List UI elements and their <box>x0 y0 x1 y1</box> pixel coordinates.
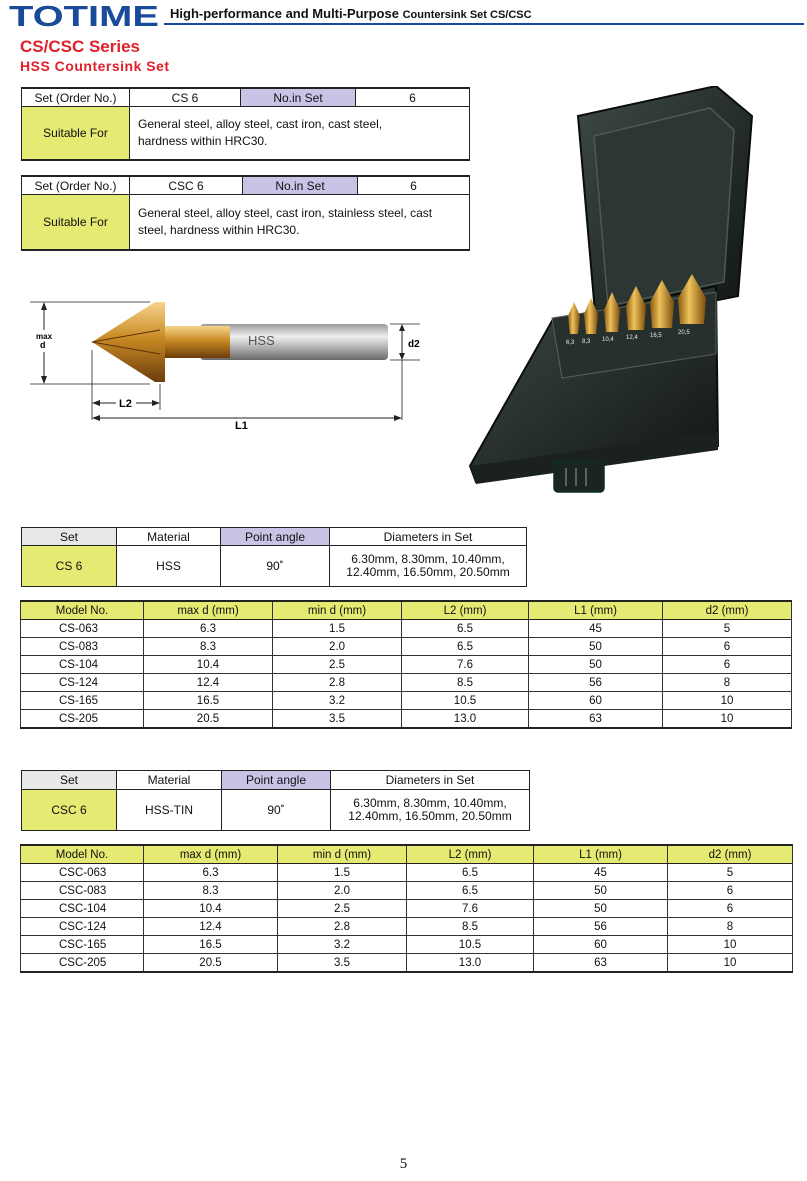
suitable-line-1: General steel, alloy steel, cast iron, stainless steel, cast <box>138 206 433 220</box>
table-cell: 63 <box>534 954 668 973</box>
suitable-line-2: hardness within HRC30. <box>138 134 268 148</box>
no-in-set-value: 6 <box>358 176 470 195</box>
table-cell: 50 <box>534 900 668 918</box>
table-cell: 3.2 <box>278 936 407 954</box>
table-row <box>21 656 792 674</box>
diameters-line-2: 12.40mm, 16.50mm, 20.50mm <box>348 809 512 823</box>
spec-header-point-angle: Point angle <box>222 771 331 790</box>
table-cell: 8.5 <box>402 674 529 692</box>
spec-header-diameters: Diameters in Set <box>330 528 527 546</box>
spec-header-point-angle: Point angle <box>221 528 330 546</box>
set-order-value: CSC 6 <box>130 176 243 195</box>
table-cell: 10 <box>668 936 793 954</box>
spec-set-value: CS 6 <box>22 546 117 587</box>
bit-1-shape <box>568 302 580 334</box>
spec-header-diameters: Diameters in Set <box>331 771 530 790</box>
suitable-line-2: steel, hardness within HRC30. <box>138 223 300 237</box>
table-cell: 56 <box>529 674 663 692</box>
table-cell: 5 <box>668 864 793 882</box>
countersink-diagram <box>30 290 420 430</box>
arrow-shape <box>394 415 402 421</box>
table-cell: 8.3 <box>144 882 278 900</box>
table-cell: 13.0 <box>402 710 529 729</box>
table-cell: CS-165 <box>21 692 144 710</box>
neck-shape <box>155 326 230 358</box>
table-cell: 13.0 <box>407 954 534 973</box>
suitable-for-label: Suitable For <box>22 107 130 161</box>
col-header-min-d: min d (mm) <box>278 845 407 864</box>
table-row <box>21 864 793 882</box>
rack-label: 16,5 <box>650 333 662 339</box>
spec-angle-value: 90˚ <box>222 790 331 831</box>
table-cell: CS-104 <box>21 656 144 674</box>
table-cell: 2.8 <box>273 674 402 692</box>
table-cell: 50 <box>529 656 663 674</box>
totime-logo <box>9 2 161 28</box>
table-cell: 6.5 <box>402 638 529 656</box>
table-cell: 5 <box>663 620 792 638</box>
no-in-set-value: 6 <box>356 88 470 107</box>
table-cell: 6.5 <box>407 882 534 900</box>
table-cell: 12.4 <box>144 674 273 692</box>
spec-header-set: Set <box>22 771 117 790</box>
table-cell: 8.5 <box>407 918 534 936</box>
suitable-line-1: General steel, alloy steel, cast iron, cast steel, <box>138 117 383 131</box>
page-header-title <box>170 6 532 21</box>
table-cell: 20.5 <box>144 954 278 973</box>
suitable-for-description <box>130 107 470 161</box>
spec-diameters-value <box>331 790 530 831</box>
table-cell: CSC-063 <box>21 864 144 882</box>
csc-model-table <box>20 844 793 973</box>
csc-model-rows <box>21 864 793 973</box>
table-cell: 3.2 <box>273 692 402 710</box>
set-order-label: Set (Order No.) <box>22 88 130 107</box>
spec-header-material: Material <box>117 528 221 546</box>
l1-label: L1 <box>235 420 248 430</box>
table-cell: CSC-124 <box>21 918 144 936</box>
table-cell: 2.5 <box>278 900 407 918</box>
table-cell: 3.5 <box>273 710 402 729</box>
table-row <box>21 882 793 900</box>
table-cell: CS-205 <box>21 710 144 729</box>
table-row <box>21 620 792 638</box>
table-cell: 10.4 <box>144 900 278 918</box>
table-cell: 50 <box>534 882 668 900</box>
table-cell: 2.0 <box>278 882 407 900</box>
table-cell: 60 <box>534 936 668 954</box>
table-cell: 7.6 <box>407 900 534 918</box>
logo-text: TOTIME <box>9 2 159 28</box>
series-title: CS/CSC Series <box>20 37 140 56</box>
no-in-set-label: No.in Set <box>243 176 358 195</box>
d-label: d <box>40 340 46 350</box>
spec-angle-value: 90˚ <box>221 546 330 587</box>
table-cell: 6.5 <box>407 864 534 882</box>
set-order-label: Set (Order No.) <box>22 176 130 195</box>
col-header-l2: L2 (mm) <box>402 601 529 620</box>
cs-model-table <box>20 600 792 729</box>
col-header-l1: L1 (mm) <box>529 601 663 620</box>
spec-diameters-value <box>330 546 527 587</box>
table-cell: 16.5 <box>144 936 278 954</box>
table-cell: 16.5 <box>144 692 273 710</box>
header-title-small: Countersink Set CS/CSC <box>402 9 532 21</box>
col-header-model: Model No. <box>21 601 144 620</box>
table-cell: 1.5 <box>278 864 407 882</box>
diameters-line-2: 12.40mm, 16.50mm, 20.50mm <box>346 565 510 579</box>
table-cell: CSC-083 <box>21 882 144 900</box>
set-order-value: CS 6 <box>130 88 241 107</box>
table-cell: 6.5 <box>402 620 529 638</box>
lid-panel-shape <box>594 108 734 306</box>
table-row <box>21 638 792 656</box>
table-cell: 10 <box>668 954 793 973</box>
col-header-l1: L1 (mm) <box>534 845 668 864</box>
spec-header-material: Material <box>117 771 222 790</box>
table-cell: 10.5 <box>407 936 534 954</box>
table-cell: 2.0 <box>273 638 402 656</box>
table-cell: 6.3 <box>144 864 278 882</box>
table-row <box>21 710 792 729</box>
spec-material-value: HSS <box>117 546 221 587</box>
table-cell: 56 <box>534 918 668 936</box>
header-title-main: High-performance and Multi-Purpose <box>170 6 399 21</box>
suitable-for-description <box>130 195 470 251</box>
table-cell: 10 <box>663 692 792 710</box>
arrow-shape <box>399 353 405 360</box>
col-header-model: Model No. <box>21 845 144 864</box>
table-cell: CSC-104 <box>21 900 144 918</box>
col-header-l2: L2 (mm) <box>407 845 534 864</box>
d2-label: d2 <box>408 339 420 350</box>
shank-marking: HSS <box>248 333 275 348</box>
rack-label: 8,3 <box>582 339 591 345</box>
countersink-set-box-photo <box>466 86 786 510</box>
table-cell: 8.3 <box>144 638 273 656</box>
box-latch-shape <box>554 462 604 492</box>
table-cell: 6 <box>668 882 793 900</box>
table-cell: 60 <box>529 692 663 710</box>
diameters-line-1: 6.30mm, 8.30mm, 10.40mm, <box>351 552 505 566</box>
csc-spec-table <box>21 770 530 831</box>
rack-label: 6,3 <box>566 340 575 346</box>
suitable-for-label: Suitable For <box>22 195 130 251</box>
table-row <box>21 954 793 973</box>
table-cell: 3.5 <box>278 954 407 973</box>
col-header-max-d: max d (mm) <box>144 845 278 864</box>
no-in-set-label: No.in Set <box>241 88 356 107</box>
page-number: 5 <box>399 1156 408 1172</box>
table-cell: CS-083 <box>21 638 144 656</box>
table-cell: 8 <box>668 918 793 936</box>
table-cell: 10 <box>663 710 792 729</box>
cs-suitability-table <box>21 87 470 161</box>
table-row <box>21 900 793 918</box>
arrow-shape <box>399 324 405 331</box>
table-cell: 10.5 <box>402 692 529 710</box>
table-cell: 2.5 <box>273 656 402 674</box>
table-cell: CSC-165 <box>21 936 144 954</box>
col-header-d2: d2 (mm) <box>663 601 792 620</box>
rack-label: 12,4 <box>626 335 638 341</box>
arrow-shape <box>92 400 100 406</box>
col-header-d2: d2 (mm) <box>668 845 793 864</box>
diameters-line-1: 6.30mm, 8.30mm, 10.40mm, <box>353 796 507 810</box>
table-cell: 6.3 <box>144 620 273 638</box>
table-cell: 2.8 <box>278 918 407 936</box>
table-cell: 6 <box>663 638 792 656</box>
max-label: max <box>36 332 53 341</box>
table-cell: 45 <box>529 620 663 638</box>
cutting-head-shape <box>92 302 165 382</box>
arrow-shape <box>41 376 47 384</box>
l2-label: L2 <box>119 398 132 410</box>
cs-spec-table <box>21 527 527 587</box>
col-header-max-d: max d (mm) <box>144 601 273 620</box>
table-row <box>21 674 792 692</box>
header-rule <box>164 23 804 25</box>
series-subtitle: HSS Countersink Set <box>20 58 170 74</box>
table-cell: 1.5 <box>273 620 402 638</box>
col-header-min-d: min d (mm) <box>273 601 402 620</box>
table-cell: 50 <box>529 638 663 656</box>
arrow-shape <box>152 400 160 406</box>
arrow-shape <box>92 415 100 421</box>
table-cell: 8 <box>663 674 792 692</box>
rack-label: 20,5 <box>678 330 690 336</box>
table-row <box>21 918 793 936</box>
table-cell: 45 <box>534 864 668 882</box>
table-row <box>21 936 793 954</box>
csc-suitability-table <box>21 175 470 251</box>
table-cell: 7.6 <box>402 656 529 674</box>
table-row <box>21 692 792 710</box>
table-cell: 6 <box>663 656 792 674</box>
table-cell: 10.4 <box>144 656 273 674</box>
table-cell: 63 <box>529 710 663 729</box>
rack-label: 10,4 <box>602 337 614 343</box>
table-cell: CS-063 <box>21 620 144 638</box>
spec-set-value: CSC 6 <box>22 790 117 831</box>
table-cell: 6 <box>668 900 793 918</box>
table-cell: 20.5 <box>144 710 273 729</box>
table-cell: 12.4 <box>144 918 278 936</box>
cs-model-rows <box>21 620 792 729</box>
spec-header-set: Set <box>22 528 117 546</box>
arrow-shape <box>41 302 47 310</box>
table-cell: CSC-205 <box>21 954 144 973</box>
table-cell: CS-124 <box>21 674 144 692</box>
spec-material-value: HSS-TIN <box>117 790 222 831</box>
